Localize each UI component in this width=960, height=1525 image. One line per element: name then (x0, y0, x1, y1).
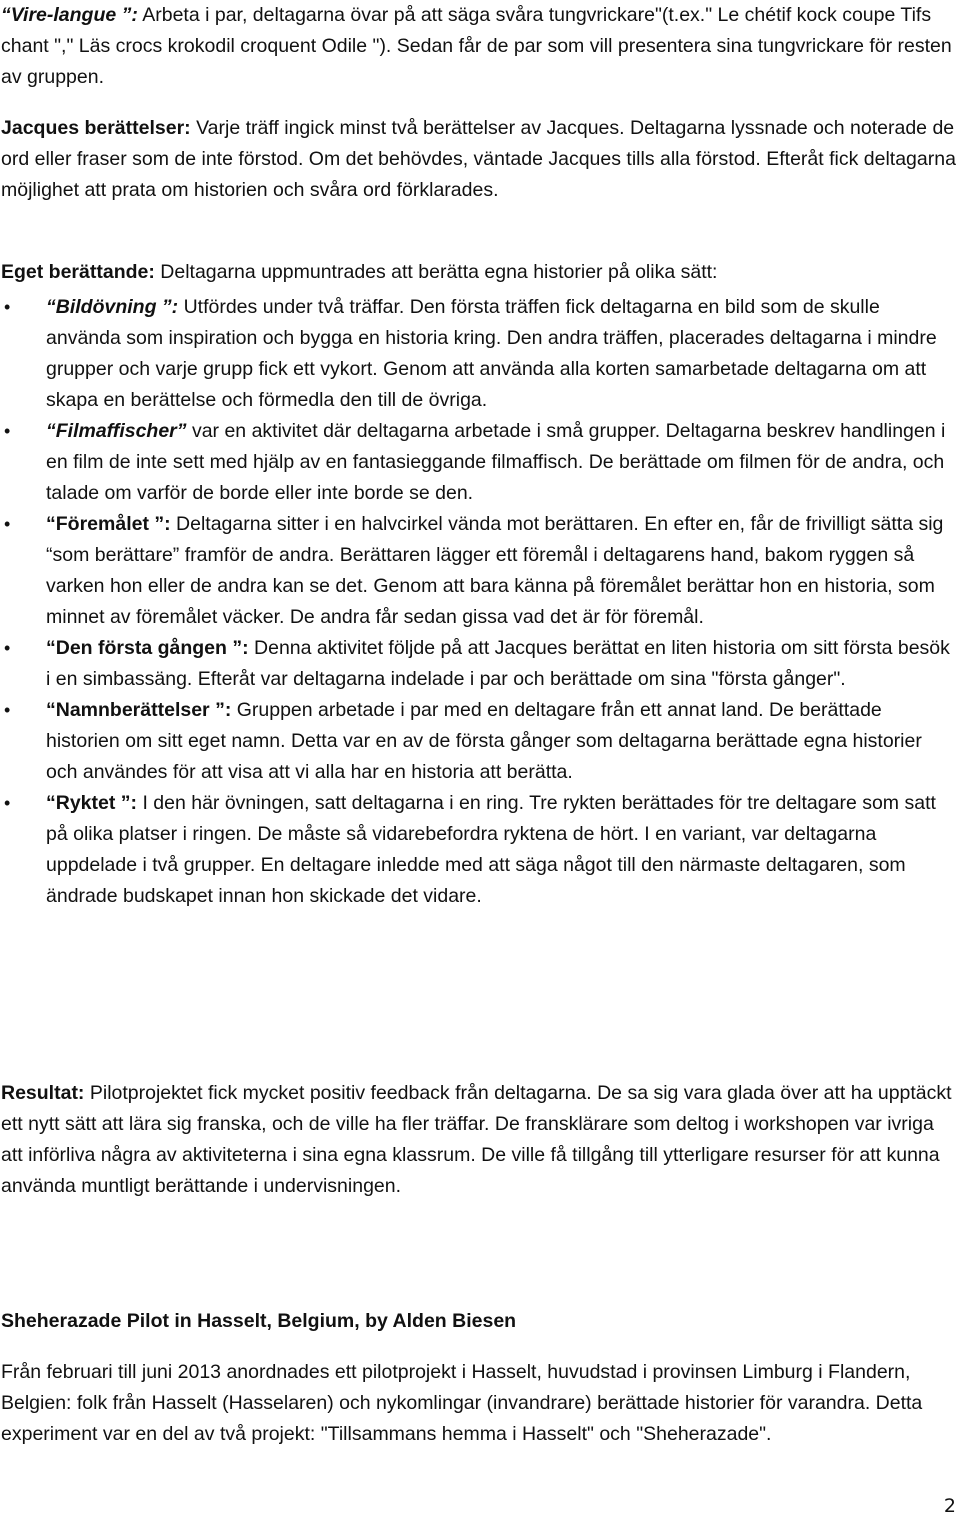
result-text: Pilotprojektet fick mycket positiv feedback från deltagarna. De sa sig vara glada över att ha upptäckt ett nytt sätt att lära sig franska, och de ville ha fler träffar. De fransklärare som deltog i workshopen var ivriga att införliva några av aktiviteterna i sina egna klassrum. De ville få tillgång till ytterligare resurser för att kunna använda muntligt berättande i undervisningen. (1, 1082, 952, 1197)
activity-list (0, 292, 958, 912)
list-item-filmaffischer (0, 416, 958, 509)
own-storytelling-text: Deltagarna uppmuntrades att berätta egna historier på olika sätt: (154, 261, 718, 283)
list-item-label: “Namnberättelser ”: (46, 699, 232, 721)
own-storytelling-label: Eget berättande: (1, 261, 155, 283)
bullet-icon: • (4, 514, 11, 534)
page-number: 2 (943, 1495, 956, 1517)
tongue-twister-paragraph (1, 0, 959, 93)
bullet-icon: • (4, 297, 11, 317)
list-item-foremalet (0, 509, 958, 633)
jacques-stories-paragraph (1, 113, 959, 206)
list-item-label: “Bildövning ”: (46, 296, 179, 318)
list-item-text: Deltagarna sitter i en halvcirkel vända mot berättaren. En efter en, får de frivilligt sätta sig “som berättare” framför de andra. Berättaren lägger ett föremål i deltagarens hand, bakom ryggen så varken hon eller de andra kan se det. Genom att bara känna på föremålet berättar hon en historia, som minnet av föremålet väcker. De andra får sedan gissa vad det är för föremål. (46, 513, 944, 628)
section-heading: Sheherazade Pilot in Hasselt, Belgium, by Alden Biesen (1, 1310, 517, 1332)
jacques-stories-label: Jacques berättelser: (1, 117, 191, 139)
list-item-text: var en aktivitet där deltagarna arbetade i små grupper. Deltagarna beskrev handlingen i en film de inte sett med hjälp av en fantasieggande filmaffisch. De berättade om filmen för de andra, och talade om varför de borde eller inte borde se den. (46, 420, 946, 504)
list-item-bildovning (0, 292, 958, 416)
bullet-icon: • (4, 638, 11, 658)
section-body-paragraph: Från februari till juni 2013 anordnades ett pilotprojekt i Hasselt, huvudstad i provinsen Limburg i Flandern, Belgien: folk från Hasselt (Hasselaren) och nykomlingar (invandrare) berättade historier för varandra. Detta experiment var en del av två projekt: "Tillsammans hemma i Hasselt" och "Sheherazade". (1, 1361, 923, 1445)
list-item-text: I den här övningen, satt deltagarna i en ring. Tre rykten berättades för tre deltagare som satt på olika platser i ringen. De måste så vidarebefordra ryktena de hört. I en variant, var deltagarna uppdelade i två grupper. En deltagare inledde med att säga något till den närmaste deltagaren, som ändrade budskapet innan hon skickade det vidare. (46, 792, 936, 907)
tongue-twister-label: “Vire-langue ”: (1, 4, 138, 26)
list-item-ryktet (0, 788, 958, 912)
bullet-icon: • (4, 700, 11, 720)
list-item-text: Utfördes under två träffar. Den första träffen fick deltagarna en bild som de skulle använda som inspiration och bygga en historia kring. Den andra träffen, placerades deltagarna i mindre grupper och varje grupp fick ett vykort. Genom att använda alla korten samarbetade deltagarna om att skapa en berättelse och förmedla den till de övriga. (46, 296, 937, 411)
list-item-text: Gruppen arbetade i par med en deltagare från ett annat land. De berättade historien om sitt eget namn. Detta var en av de första gånger som deltagarna berättade egna historier och användes för att visa att vi alla har en historia att berätta. (46, 699, 922, 783)
result-paragraph (1, 1078, 959, 1202)
bullet-icon: • (4, 793, 11, 813)
list-item-namnberattelser (0, 695, 958, 788)
list-item-label: “Föremålet ”: (46, 513, 171, 535)
own-storytelling-paragraph (1, 257, 959, 288)
jacques-stories-text: Varje träff ingick minst två berättelser av Jacques. Deltagarna lyssnade och noterade de ord eller fraser som de inte förstod. Om det behövdes, väntade Jacques tills alla förstod. Efteråt fick deltagarna möjlighet att prata om historien och svåra ord förklarades. (1, 117, 956, 201)
list-item-label: “Den första gången ”: (46, 637, 249, 659)
bullet-icon: • (4, 421, 11, 441)
list-item-text: Denna aktivitet följde på att Jacques berättat en liten historia om sitt första besök i en simbassäng. Efteråt var deltagarna indelade i par och berättade om sina "första gånger". (46, 637, 950, 690)
tongue-twister-text: Arbeta i par, deltagarna övar på att säga svåra tungvrickare"(t.ex." Le chétif kock coupe Tifs chant "," Läs crocs krokodil croquent Odile "). Sedan får de par som vill presentera sina tungvrickare för resten av gruppen. (1, 4, 952, 88)
result-label: Resultat: (1, 1082, 85, 1104)
list-item-label: “Ryktet ”: (46, 792, 138, 814)
list-item-label: “Filmaffischer” (46, 420, 187, 442)
list-item-forsta-gangen (0, 633, 958, 695)
